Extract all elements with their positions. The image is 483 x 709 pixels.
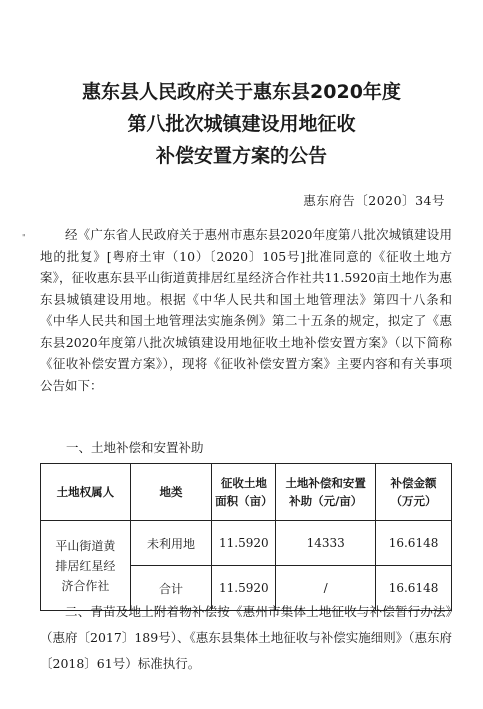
header-amount (376, 464, 452, 521)
header-comp-line-2: 补助（元/亩） (289, 494, 363, 508)
paragraph-section-2: 二、青苗及地上附着物补偿按《惠州市集体土地征收与补偿暂行办法》（惠府〔2017〕189号）、《惠东县集体土地征收与补偿实施细则》（惠东府〔2018〕61号）标准执行。 (40, 604, 452, 671)
table-header-row (41, 464, 452, 521)
owner-line-1: 平山街道黄 (55, 538, 116, 553)
title-line-1: 惠东县人民政府关于惠东县2020年度 (82, 81, 401, 103)
cell-total-label: 合计 (130, 566, 212, 611)
header-comp-line-1: 土地补偿和安置 (285, 476, 366, 490)
cell-compensation: 14333 (276, 521, 376, 566)
header-land-type: 地类 (130, 464, 212, 521)
header-amount-line-1: 补偿金额 (390, 476, 437, 490)
header-area (212, 464, 276, 521)
cell-owner (41, 521, 131, 611)
document-number: 惠东府告〔2020〕34号 (303, 193, 445, 208)
owner-line-3: 济合作社 (61, 578, 110, 593)
cell-land-type: 未利用地 (130, 521, 212, 566)
cell-total-amount: 16.6148 (376, 566, 452, 611)
title-line-2: 第八批次城镇建设用地征收 (127, 113, 356, 135)
header-compensation (276, 464, 376, 521)
header-amount-line-2: （万元） (390, 494, 437, 508)
cell-total-area: 11.5920 (212, 566, 276, 611)
header-area-line-1: 征收土地 (220, 476, 267, 490)
header-owner: 土地权属人 (41, 464, 131, 521)
cell-area: 11.5920 (212, 521, 276, 566)
section-heading-1: 一、土地补偿和安置补助 (66, 440, 204, 455)
paragraph-intro: 经《广东省人民政府关于惠州市惠东县2020年度第八批次城镇建设用地的批复》[粤府土审（10）〔2020〕105号]批准同意的《征收土地方案》，征收惠东县平山街道黄排居红星经济合作社共11.5920亩土地作为惠东县城镇建设用地。根据《中华人民共和国土地管理法》第四十八条和《中华人民共和国土地管理法实施条例》第二十五条的规定，拟定了《惠东县2020年度第八批次城镇建设用地征收土地补偿安置方案》（以下简称《征收补偿安置方案》），现将《征收补偿安置方案》主要内容和有关事项公告如下： (40, 227, 452, 393)
header-area-line-2: 面积（亩） (215, 494, 273, 508)
cell-amount: 16.6148 (376, 521, 452, 566)
margin-mark: " (22, 233, 26, 242)
table-row (41, 521, 452, 566)
compensation-table (40, 463, 452, 611)
cell-total-compensation: / (276, 566, 376, 611)
title-line-3: 补偿安置方案的公告 (155, 145, 327, 167)
owner-line-2: 排居红星经 (55, 558, 116, 573)
